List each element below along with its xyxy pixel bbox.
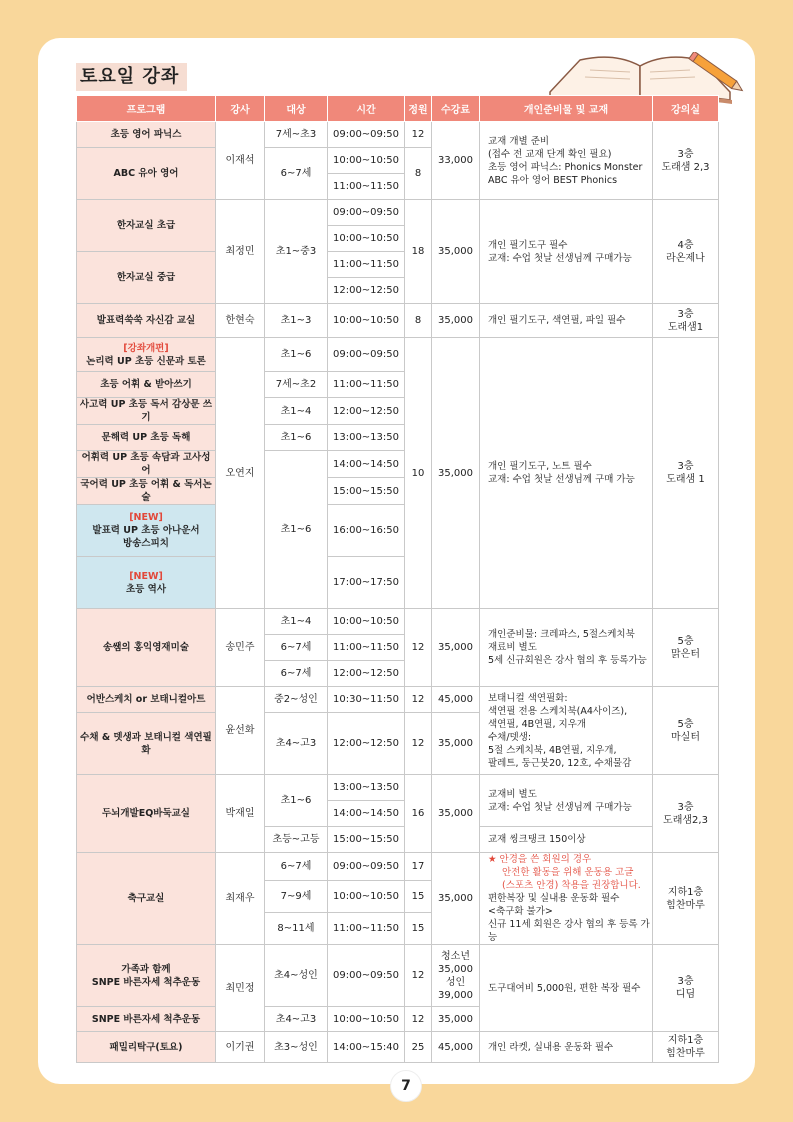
- time: 10:00~10:50: [328, 226, 405, 252]
- time: 12:00~12:50: [328, 713, 405, 775]
- fee: 33,000: [432, 122, 480, 200]
- time: 17:00~17:50: [328, 557, 405, 609]
- target: 6~7세: [265, 853, 328, 881]
- target: 초4~성인: [265, 945, 328, 1007]
- table-row: [77, 775, 719, 801]
- materials: 개인 필기도구, 노트 필수 교재: 수업 첫날 선생님께 구매 가능: [480, 338, 653, 609]
- instructor: 박재일: [216, 775, 265, 853]
- room: 3층 도래샘 1: [653, 338, 719, 609]
- room: 5층 맑은터: [653, 609, 719, 687]
- program-name: 어반스케치 or 보태니컬아트: [77, 687, 216, 713]
- program-name: 한자교실 중급: [77, 252, 216, 304]
- fee: 청소년 35,000 성인 39,000: [432, 945, 480, 1007]
- target: 6~7세: [265, 661, 328, 687]
- program-name: 초등 어휘 & 받아쓰기: [77, 372, 216, 398]
- target: 7~9세: [265, 880, 328, 912]
- time: 10:00~10:50: [328, 1007, 405, 1032]
- materials: 교재비 별도 교재: 수업 첫날 선생님께 구매가능: [480, 775, 653, 827]
- instructor: 이기권: [216, 1032, 265, 1063]
- col-header-room: 강의실: [653, 96, 719, 122]
- target: 6~7세: [265, 635, 328, 661]
- program-name: ABC 유아 영어: [77, 148, 216, 200]
- time: 14:00~14:50: [328, 801, 405, 827]
- target: 초1~중3: [265, 200, 328, 304]
- time: 10:00~10:50: [328, 880, 405, 912]
- time: 14:00~15:40: [328, 1032, 405, 1063]
- capacity: 16: [405, 775, 432, 853]
- time: 11:00~11:50: [328, 252, 405, 278]
- fee: 45,000: [432, 687, 480, 713]
- capacity: 18: [405, 200, 432, 304]
- materials: 개인 필기도구, 색연필, 파일 필수: [480, 304, 653, 338]
- time: 14:00~14:50: [328, 451, 405, 478]
- room: 3층 도래샘 2,3: [653, 122, 719, 200]
- col-header-fee: 수강료: [432, 96, 480, 122]
- col-header-target: 대상: [265, 96, 328, 122]
- materials: 도구대여비 5,000원, 편한 복장 필수: [480, 945, 653, 1032]
- time: 10:00~10:50: [328, 304, 405, 338]
- time: 09:00~09:50: [328, 200, 405, 226]
- col-header-instructor: 강사: [216, 96, 265, 122]
- capacity: 12: [405, 713, 432, 775]
- capacity: 12: [405, 1007, 432, 1032]
- table-row: [77, 338, 719, 372]
- col-header-time: 시간: [328, 96, 405, 122]
- time: 12:00~12:50: [328, 661, 405, 687]
- room: 3층 디딤: [653, 945, 719, 1032]
- program-name: 국어력 UP 초등 어휘 & 독서논술: [77, 478, 216, 505]
- materials: 개인준비물: 크레파스, 5절스케치북 재료비 별도 5세 신규회원은 강사 협의 후 등록가능: [480, 609, 653, 687]
- instructor: 최민정: [216, 945, 265, 1032]
- program-name: 축구교실: [77, 853, 216, 945]
- target: 초1~6: [265, 425, 328, 451]
- room: 지하1층 힘찬마루: [653, 1032, 719, 1063]
- instructor: 이재석: [216, 122, 265, 200]
- fee: 35,000: [432, 1007, 480, 1032]
- instructor: 윤선화: [216, 687, 265, 775]
- capacity: 12: [405, 945, 432, 1007]
- room: 지하1층 힘찬마루: [653, 853, 719, 945]
- capacity: 8: [405, 304, 432, 338]
- time: 15:00~15:50: [328, 827, 405, 853]
- saturday-course-table: [76, 95, 719, 1063]
- program-name: 문해력 UP 초등 독해: [77, 425, 216, 451]
- time: 09:00~09:50: [328, 853, 405, 881]
- target: 초1~6: [265, 775, 328, 827]
- capacity: 12: [405, 122, 432, 148]
- target: 중2~성인: [265, 687, 328, 713]
- time: 11:00~11:50: [328, 372, 405, 398]
- target: 초4~고3: [265, 713, 328, 775]
- target: 초4~고3: [265, 1007, 328, 1032]
- time: 09:00~09:50: [328, 122, 405, 148]
- program-name: 두뇌개발EQ바둑교실: [77, 775, 216, 853]
- time: 12:00~12:50: [328, 398, 405, 425]
- fee: 35,000: [432, 200, 480, 304]
- time: 13:00~13:50: [328, 425, 405, 451]
- target: 초1~4: [265, 398, 328, 425]
- materials: 보태니컬 색연필화: 색연필 전용 스케치북(A4사이즈), 색연필, 4B연필, 지우개 수채/뎃생: 5절 스케치북, 4B연필, 지우개, 팔레트, 둥근붓20, 12호, 수채물감: [480, 687, 653, 775]
- program-name: 초등 영어 파닉스: [77, 122, 216, 148]
- program-name: [NEW] 발표력 UP 초등 아나운서 방송스피치: [77, 505, 216, 557]
- materials: 교재 개별 준비 (접수 전 교재 단계 확인 필요) 초등 영어 파닉스: Phonics Monster ABC 유아 영어 BEST Phonics: [480, 122, 653, 200]
- fee: 35,000: [432, 775, 480, 853]
- instructor: 송민주: [216, 609, 265, 687]
- instructor: 오연지: [216, 338, 265, 609]
- fee: 35,000: [432, 609, 480, 687]
- fee: 35,000: [432, 713, 480, 775]
- room: 4층 라온제나: [653, 200, 719, 304]
- time: 10:00~10:50: [328, 148, 405, 174]
- program-name: [NEW] 초등 역사: [77, 557, 216, 609]
- materials: ★ 안경을 쓴 회원의 경우 안전한 활동을 위해 운동용 고글 (스포츠 안경) 착용을 권장합니다. 편한복장 및 실내용 운동화 필수 <축구화 불가> 신규 11세 회원은 강사 협의 후 등록 가능: [480, 853, 653, 945]
- table-row: [77, 304, 719, 338]
- table-row: [77, 200, 719, 226]
- program-name: 가족과 함께 SNPE 바른자세 척추운동: [77, 945, 216, 1007]
- program-name: 패밀리탁구(토요): [77, 1032, 216, 1063]
- program-name: SNPE 바른자세 척추운동: [77, 1007, 216, 1032]
- table-row: [77, 1032, 719, 1063]
- col-header-capacity: 정원: [405, 96, 432, 122]
- program-name: 어휘력 UP 초등 속담과 고사성어: [77, 451, 216, 478]
- col-header-materials: 개인준비물 및 교재: [480, 96, 653, 122]
- target: 초1~4: [265, 609, 328, 635]
- time: 13:00~13:50: [328, 775, 405, 801]
- table-row: [77, 945, 719, 1007]
- target: 초등~고등: [265, 827, 328, 853]
- room: 3층 도래샘1: [653, 304, 719, 338]
- target: 초1~6: [265, 338, 328, 372]
- time: 16:00~16:50: [328, 505, 405, 557]
- capacity: 25: [405, 1032, 432, 1063]
- capacity: 15: [405, 912, 432, 944]
- capacity: 8: [405, 148, 432, 200]
- table-header-row: [77, 96, 719, 122]
- target: 7세~초3: [265, 122, 328, 148]
- target: 초1~6: [265, 451, 328, 609]
- materials: 개인 라켓, 실내용 운동화 필수: [480, 1032, 653, 1063]
- room: 3층 도래샘2,3: [653, 775, 719, 853]
- table-row: [77, 853, 719, 881]
- instructor: 최재우: [216, 853, 265, 945]
- page-number: 7: [390, 1070, 422, 1102]
- instructor: 최정민: [216, 200, 265, 304]
- time: 15:00~15:50: [328, 478, 405, 505]
- instructor: 한현숙: [216, 304, 265, 338]
- col-header-program: 프로그램: [77, 96, 216, 122]
- materials: 개인 필기도구 필수 교재: 수업 첫날 선생님께 구매가능: [480, 200, 653, 304]
- program-name: [강좌개편] 논리력 UP 초등 신문과 토론: [77, 338, 216, 372]
- time: 11:00~11:50: [328, 174, 405, 200]
- materials: 교재 씽크탱크 150이상: [480, 827, 653, 853]
- target: 8~11세: [265, 912, 328, 944]
- capacity: 17: [405, 853, 432, 881]
- program-name: 한자교실 초급: [77, 200, 216, 252]
- program-name: 사고력 UP 초등 독서 감상문 쓰기: [77, 398, 216, 425]
- target: 7세~초2: [265, 372, 328, 398]
- time: 12:00~12:50: [328, 278, 405, 304]
- fee: 35,000: [432, 338, 480, 609]
- capacity: 12: [405, 609, 432, 687]
- target: 초3~성인: [265, 1032, 328, 1063]
- program-name: 발표력쑥쑥 자신감 교실: [77, 304, 216, 338]
- table-row: [77, 609, 719, 635]
- time: 10:30~11:50: [328, 687, 405, 713]
- time: 11:00~11:50: [328, 635, 405, 661]
- time: 10:00~10:50: [328, 609, 405, 635]
- time: 11:00~11:50: [328, 912, 405, 944]
- fee: 45,000: [432, 1032, 480, 1063]
- program-name: 송쌤의 홍익영재미술: [77, 609, 216, 687]
- target: 초1~3: [265, 304, 328, 338]
- table-row: [77, 687, 719, 713]
- fee: 35,000: [432, 853, 480, 945]
- capacity: 15: [405, 880, 432, 912]
- time: 09:00~09:50: [328, 945, 405, 1007]
- fee: 35,000: [432, 304, 480, 338]
- room: 5층 마실터: [653, 687, 719, 775]
- capacity: 12: [405, 687, 432, 713]
- time: 09:00~09:50: [328, 338, 405, 372]
- capacity: 10: [405, 338, 432, 609]
- target: 6~7세: [265, 148, 328, 200]
- page-title: 토요일 강좌: [76, 63, 187, 91]
- program-name: 수채 & 뎃생과 보태니컬 색연필화: [77, 713, 216, 775]
- table-row: [77, 122, 719, 148]
